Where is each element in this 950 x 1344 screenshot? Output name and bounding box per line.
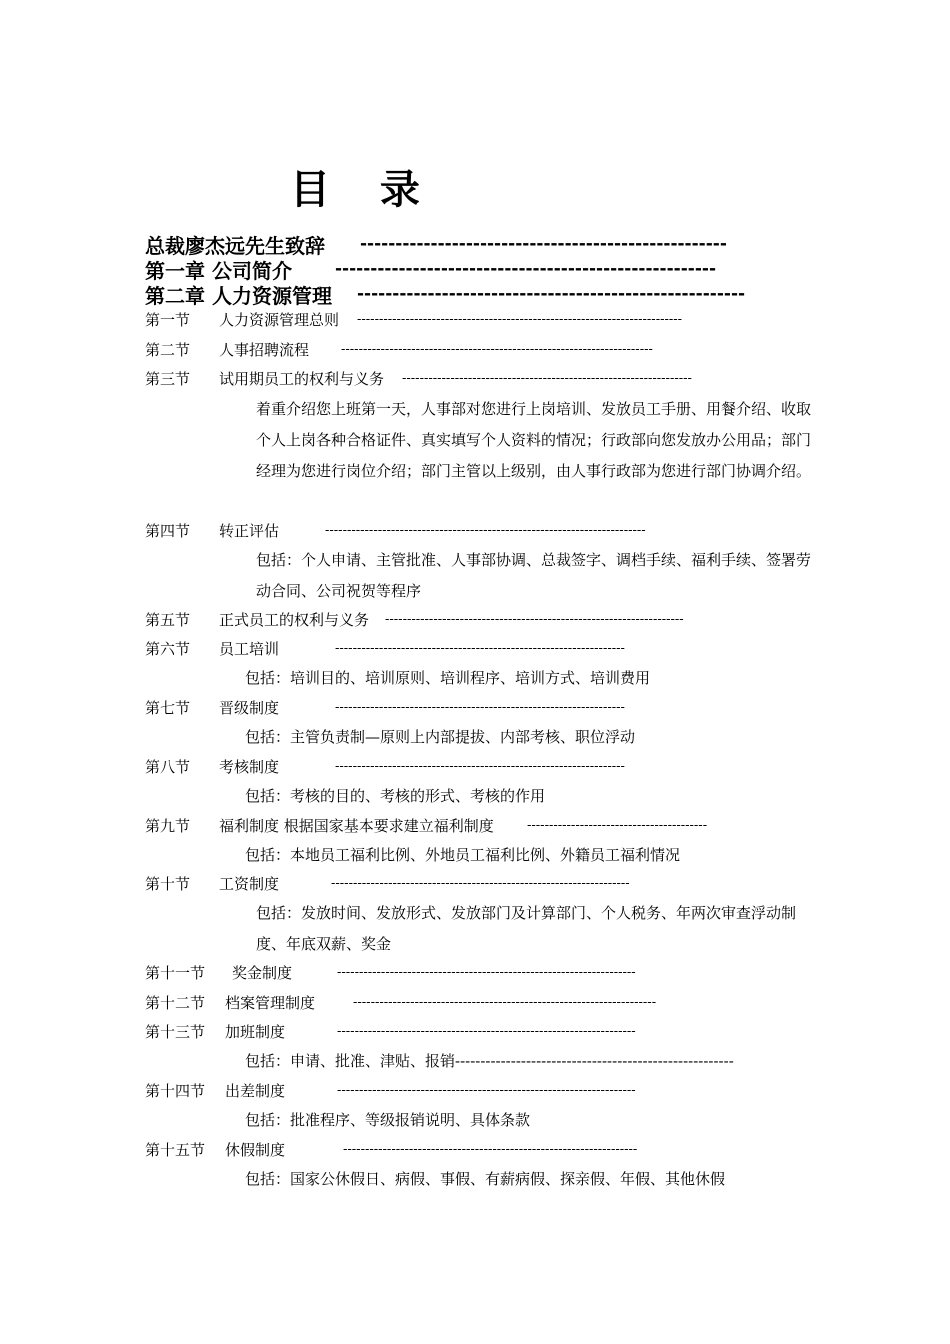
section-leader: -------------------------------------------------------------------- bbox=[337, 1083, 636, 1098]
section-leader: --------------------------------------------------------------------- bbox=[353, 995, 657, 1010]
section-number: 第五节 bbox=[145, 611, 191, 629]
section-name: 档案管理制度 bbox=[225, 994, 316, 1012]
section-name: 员工培训 bbox=[219, 640, 280, 658]
section-leader: ------------------------------------------------------------------ bbox=[402, 371, 692, 386]
section-leader: -------------------------------------------------------------------- bbox=[331, 876, 630, 891]
section-number: 第十一节 bbox=[145, 964, 206, 982]
section-leader: -------------------------------------------------------------------------- bbox=[357, 312, 683, 327]
section-description: 包括：国家公休假日、病假、事假、有薪病假、探亲假、年假、其他休假 bbox=[245, 1170, 726, 1188]
section-description: 包括：考核的目的、考核的形式、考核的作用 bbox=[245, 787, 546, 805]
section-name: 出差制度 bbox=[225, 1082, 286, 1100]
section-number: 第十节 bbox=[145, 875, 191, 893]
section-name: 考核制度 bbox=[219, 758, 280, 776]
section-description: 包括：培训目的、培训原则、培训程序、培训方式、培训费用 bbox=[245, 669, 651, 687]
section-name: 晋级制度 bbox=[219, 699, 280, 717]
section-description: 着重介绍您上班第一天，人事部对您进行上岗培训、发放员工手册、用餐介绍、收取个人上岗各种合格证件、真实填写个人资料的情况；行政部向您发放办公用品；部门经理为您进行岗位介绍；部门主管以上级别，由人事行政部为您进行部门协调介绍。 bbox=[256, 400, 812, 480]
section-name: 转正评估 bbox=[219, 522, 280, 540]
section-leader: ------------------------------------------------------------------ bbox=[335, 759, 625, 774]
section-description: 包括：发放时间、发放形式、发放部门及计算部门、个人税务、年两次审查浮动制度、年底双薪、奖金 bbox=[256, 904, 797, 953]
section-leader: ------------------------------------------------------------------ bbox=[335, 641, 625, 656]
section-name: 试用期员工的权利与义务 bbox=[219, 370, 385, 388]
section-number: 第四节 bbox=[145, 522, 191, 540]
section-leader: ------------------------------------------------------------------ bbox=[335, 700, 625, 715]
section-name: 工资制度 bbox=[219, 875, 280, 893]
chapter-leader: ------------------------------------------------------ bbox=[335, 259, 717, 279]
section-name: 福利制度 根据国家基本要求建立福利制度 bbox=[219, 817, 494, 835]
section-name: 奖金制度 bbox=[232, 964, 293, 982]
section-leader: ------------------------------------------------------------------- bbox=[343, 1142, 638, 1157]
section-leader: -------------------------------------------------------------------- bbox=[385, 612, 684, 627]
toc-chapter bbox=[145, 258, 717, 284]
section-name: 休假制度 bbox=[225, 1141, 286, 1159]
section-number: 第三节 bbox=[145, 370, 191, 388]
toc-chapter bbox=[145, 283, 746, 309]
section-number: 第十三节 bbox=[145, 1023, 206, 1041]
section-number: 第十二节 bbox=[145, 994, 206, 1012]
section-name: 人事招聘流程 bbox=[219, 341, 310, 359]
chapter-leader: ---------------------------------------------------- bbox=[360, 234, 727, 254]
section-leader: ------------------------------------------------------------------------- bbox=[325, 523, 646, 538]
section-description: 包括：申请、批准、津贴、报销------------------------------------------------------- bbox=[245, 1052, 734, 1070]
chapter-leader: ------------------------------------------------------- bbox=[357, 284, 746, 304]
section-number: 第一节 bbox=[145, 311, 191, 329]
section-number: 第七节 bbox=[145, 699, 191, 717]
chapter-label: 总裁廖杰远先生致辞 bbox=[145, 234, 325, 258]
section-name: 正式员工的权利与义务 bbox=[219, 611, 370, 629]
section-description: 包括：主管负责制—原则上内部提拔、内部考核、职位浮动 bbox=[245, 728, 636, 746]
section-description: 包括：本地员工福利比例、外地员工福利比例、外籍员工福利情况 bbox=[245, 846, 681, 864]
toc-title: 目 录 bbox=[290, 167, 438, 213]
section-leader: ----------------------------------------- bbox=[527, 818, 708, 833]
chapter-label: 第二章 人力资源管理 bbox=[145, 284, 332, 308]
section-leader: -------------------------------------------------------------------- bbox=[337, 965, 636, 980]
section-leader: -------------------------------------------------------------------- bbox=[337, 1024, 636, 1039]
section-leader: ----------------------------------------------------------------------- bbox=[341, 342, 653, 357]
section-name: 人力资源管理总则 bbox=[219, 311, 340, 329]
section-description: 包括：个人申请、主管批准、人事部协调、总裁签字、调档手续、福利手续、签署劳动合同、公司祝贺等程序 bbox=[256, 551, 812, 600]
section-description: 包括：批准程序、等级报销说明、具体条款 bbox=[245, 1111, 531, 1129]
toc-chapter bbox=[145, 233, 727, 259]
section-number: 第十五节 bbox=[145, 1141, 206, 1159]
section-number: 第六节 bbox=[145, 640, 191, 658]
section-number: 第九节 bbox=[145, 817, 191, 835]
section-number: 第八节 bbox=[145, 758, 191, 776]
section-name: 加班制度 bbox=[225, 1023, 286, 1041]
section-number: 第十四节 bbox=[145, 1082, 206, 1100]
section-number: 第二节 bbox=[145, 341, 191, 359]
chapter-label: 第一章 公司简介 bbox=[145, 259, 292, 283]
